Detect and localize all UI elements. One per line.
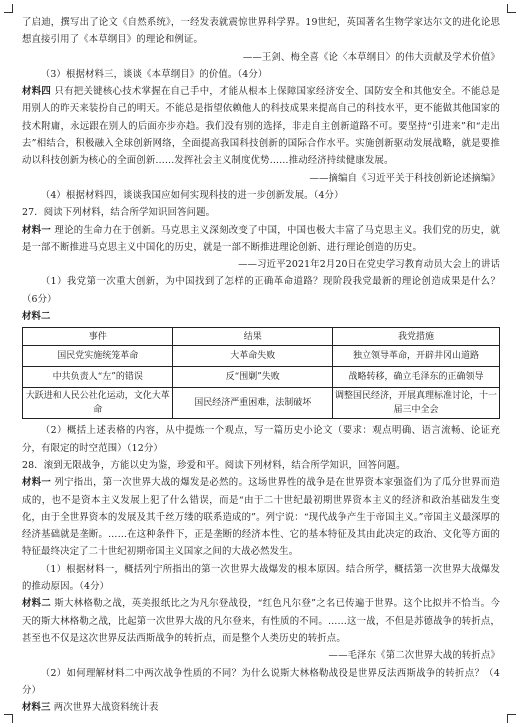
question-28-title: 28．滚到无限战争，方能以史为鉴，珍爱和平。阅读下列材料，结合所学知识，回答问题。 xyxy=(22,459,406,471)
q28-material-three xyxy=(22,699,500,716)
crop-mark-bottom-left xyxy=(4,714,13,723)
q27-material-one-label: 材料一 xyxy=(22,224,52,236)
table-cell: 大革命失败 xyxy=(173,346,333,367)
question-26-3: （3）根据材料三，谈谈《本草纲目》的价值。（4分） xyxy=(40,68,268,80)
q28-material-three-label: 材料三 xyxy=(22,702,51,714)
question-26-4: （4）根据材料四，谈谈我国应如何实现科技的进一步创新发展。（4分） xyxy=(40,189,344,201)
q28-material-two xyxy=(22,595,500,647)
question-28-2: （2）如何理解材料二中两次战争性质的不同？为什么说斯大林格勒战役是世界反法西斯战争的转折点？（4分） xyxy=(22,667,500,696)
table-header-row xyxy=(23,328,500,346)
q27-material-one-text: 理论的生命力在于创新。马克思主义深刻改变了中国，中国也极大丰富了马克思主义。我们党的历史，就是一部不断推进马克思主义中国化的历史，就是一部不断推进理论创新、进行理论创造的历史。 xyxy=(22,224,500,253)
material-four xyxy=(22,83,500,169)
table-cell: 独立领导革命，开辟井冈山道路 xyxy=(332,346,499,367)
material-four-text: 只有把关键核心技术掌握在自己手中，才能从根本上保障国家经济安全、国防安全和其他安全。不能总是用别人的昨天来装扮自己的明天。不能总是指望依赖他人的科技成果来提高自己的科技水平，更不能做其他国家的技术附庸，永远跟在别人的后面亦步亦趋。我们没有别的选择，非走自主创新道路不可。要坚持“引进来”和“走出去”相结合，积极融入全球创新网络，全面提高我国科技创新的国际合作水平。实施创新驱动发展战略，就是要推动以科技创新为核心的全面创新……发挥社会主义制度优势……推动经济持续健康发展。 xyxy=(22,86,500,167)
material-three-source: ——王剑、梅全喜《论〈本草纲目〉的伟大贡献及学术价值》 xyxy=(242,51,500,63)
question-27-1: （1）我党第一次重大创新，为中国找到了怎样的正确革命道路？现阶段我党最新的理论创造成果是什么？（6分） xyxy=(22,276,500,305)
q28-material-three-text: 两次世界大战资料统计表 xyxy=(53,702,159,714)
events-table xyxy=(22,327,500,419)
q28-material-one-label: 材料一 xyxy=(22,477,52,489)
crop-mark-top-right xyxy=(507,4,516,13)
material-three-tail: 了启迪，撰写出了论文《自然系统》，一经发表就震惊世界科学界。19世纪，英国著名生物学家达尔文的进化论思想直接引用了《本草纲目》的理论和例证。 xyxy=(22,17,500,46)
table-cell: 反“围剿”失败 xyxy=(173,367,333,388)
q28-material-one-text: 列宁指出，第一次世界大战的爆发是必然的。这场世界性的战争是在世界资本家强盗们为了瓜分世界而造成的，也不是资本主义发展上犯了什么错误，而是“由于二十世纪最初期世界资本主义的经济和政治基础发生变化，由于全世界资本的发展及其千丝万缕的联系造成的”。列宁说：“现代战争产生于帝国主义。”帝国主义最深厚的经济基础就是垄断。……在这种条件下，正是垄断的经济本性、它的基本特征及其由此决定的政治、文化等方面的特征最终决定了二十世纪初期帝国主义国家之间的大战必然发生。 xyxy=(22,477,500,558)
crop-mark-bottom-right xyxy=(507,714,516,723)
table-cell: 战略转移，确立毛泽东的正确领导 xyxy=(332,367,499,388)
table-header-event: 事件 xyxy=(23,328,173,346)
question-27-title: 27．阅读下列材料，结合所学知识回答问题。 xyxy=(22,207,216,219)
q28-material-two-source: ——毛泽东《第二次世界大战的转折点》 xyxy=(328,650,500,662)
q28-material-two-text: 斯大林格勒之战，英美报纸比之为凡尔登战役，“红色凡尔登”之名已传遍于世界。这个比拟并不恰当。今天的斯大林格勒之战，比起第一次世界大战的凡尔登来，有性质的不同。……这一战，不但是苏德战争的转折点，甚至也不仅是这次世界反法西斯战争的转折点，而是整个人类历史的转折点。 xyxy=(22,598,501,644)
table-header-measures: 我党措施 xyxy=(332,328,499,346)
table-row xyxy=(23,367,500,388)
table-cell: 国民经济严重困难，法制破坏 xyxy=(173,388,333,419)
table-cell: 调整国民经济，开展真理标准讨论，十一届三中全会 xyxy=(332,388,499,419)
table-cell: 中共负责人“左”的错误 xyxy=(23,367,173,388)
crop-mark-top-left xyxy=(4,4,13,13)
q27-material-one-source: ——习近平2021年2月20日在党史学习教育动员大会上的讲话 xyxy=(238,259,500,271)
table-cell: 国民党实施统笼革命 xyxy=(23,346,173,367)
table-row xyxy=(23,346,500,367)
q28-material-one xyxy=(22,474,500,560)
question-28-1: （1）根据材料一，概括列宁所指出的第一次世界大战爆发的根本原因。结合所学，概括第一次世界大战爆发的推动原因。（4分） xyxy=(22,563,500,593)
q27-material-two-label: 材料二 xyxy=(22,311,51,323)
material-four-source: ——摘编自《习近平关于科技创新论述摘编》 xyxy=(309,172,500,184)
material-four-label: 材料四 xyxy=(22,86,52,98)
page-content xyxy=(22,14,500,716)
q27-material-one xyxy=(22,222,500,257)
table-row xyxy=(23,388,500,419)
question-27-2: （2）概括上述表格的内容，从中提炼一个观点，写一篇历史小论文（要求：观点明确、语言流畅、论证充分，有限定的时空范围）（12分） xyxy=(22,425,500,454)
table-cell: 大跃进和人民公社化运动，文化大革命 xyxy=(23,388,173,419)
table-header-result: 结果 xyxy=(173,328,333,346)
q28-material-two-label: 材料二 xyxy=(22,598,52,610)
